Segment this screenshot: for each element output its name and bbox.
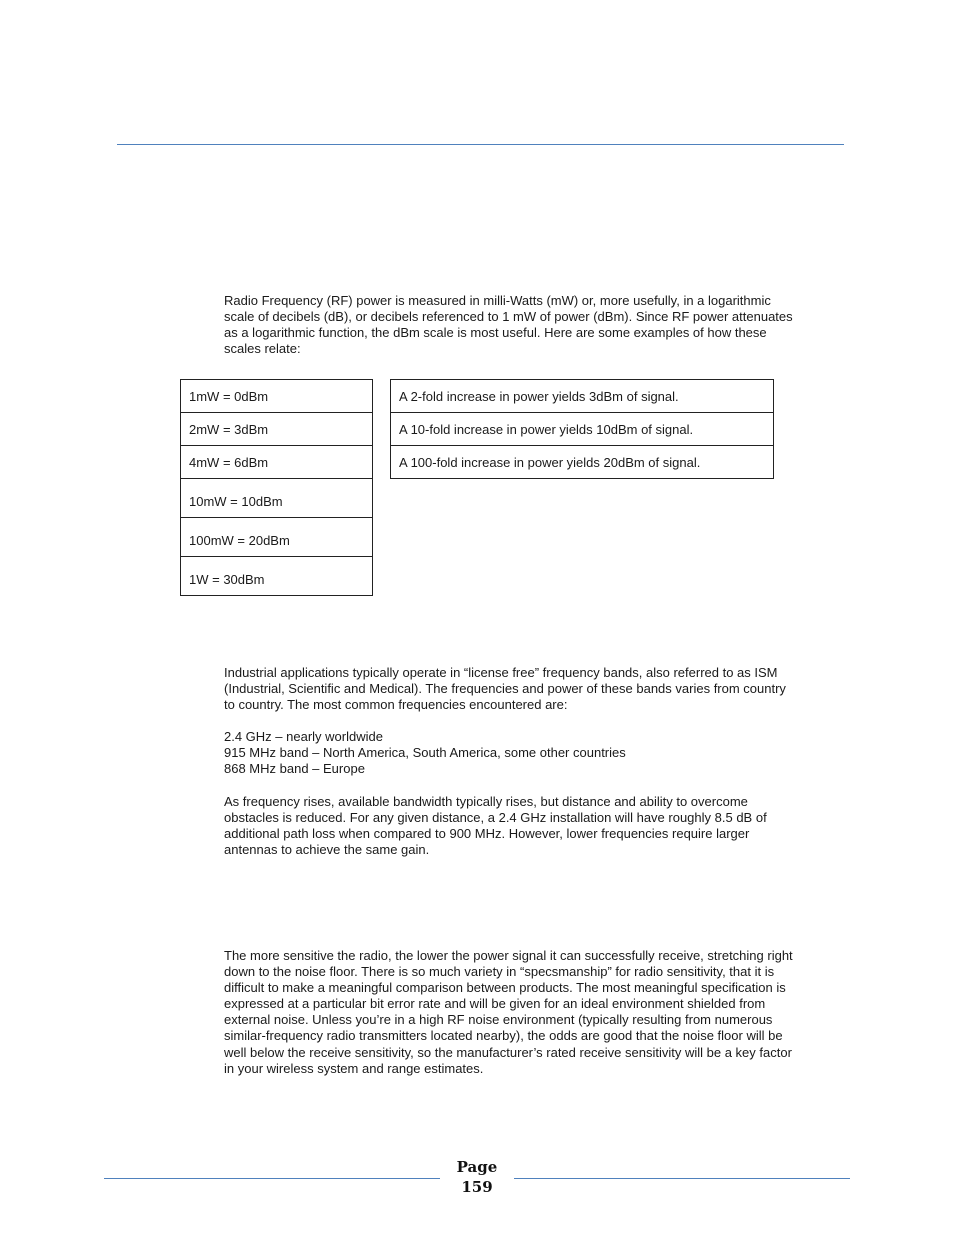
text-line: Industrial applications typically operate in “license free” frequency bands, also referred to as ISM	[224, 665, 778, 680]
table-cell: 1W = 30dBm	[181, 557, 373, 596]
frequency-list	[224, 729, 844, 777]
text-line: expressed at a particular bit error rate and will be given for an ideal environment shielded from	[224, 996, 766, 1012]
text-line: Radio Frequency (RF) power is measured in milli-Watts (mW) or, more usefully, in a logarithmic	[224, 293, 771, 308]
text-line: The more sensitive the radio, the lower the power signal it can successfully receive, stretching right	[224, 948, 793, 963]
text-line: additional path loss when compared to 900 MHz. However, lower frequencies require larger	[224, 826, 750, 842]
list-item: 915 MHz band – North America, South America, some other countries	[224, 745, 626, 761]
text-line: down to the noise floor. There is so much variety in “specsmanship” for radio sensitivity, that it is	[224, 964, 775, 980]
table-row	[391, 446, 774, 479]
page-label: Page	[456, 1158, 498, 1176]
table-cell: 100mW = 20dBm	[181, 518, 373, 557]
text-line: in your wireless system and range estimates.	[224, 1060, 484, 1076]
table-row	[181, 413, 373, 446]
list-item: 868 MHz band – Europe	[224, 761, 365, 777]
power-conversion-table	[180, 379, 373, 596]
table-cell: 10mW = 10dBm	[181, 479, 373, 518]
intro-paragraph	[224, 293, 844, 357]
page-number	[440, 1157, 514, 1197]
table-row	[391, 413, 774, 446]
text-line: As frequency rises, available bandwidth typically rises, but distance and ability to overcome	[224, 794, 748, 809]
footer-rule-right	[514, 1178, 850, 1179]
ism-paragraph	[224, 665, 844, 713]
text-line: external noise. Unless you’re in a high RF noise environment (typically resulting from numerous	[224, 1012, 773, 1028]
table-row	[181, 479, 373, 518]
table-row	[181, 557, 373, 596]
text-line: to country. The most common frequencies encountered are:	[224, 697, 568, 713]
text-line: similar-frequency radio transmitters located nearby), the odds are good that the noise floor will be	[224, 1028, 783, 1044]
table-cell: 2mW = 3dBm	[181, 413, 373, 446]
table-cell: A 2-fold increase in power yields 3dBm of signal.	[391, 380, 774, 413]
table-cell: A 10-fold increase in power yields 10dBm of signal.	[391, 413, 774, 446]
text-line: as a logarithmic function, the dBm scale is most useful. Here are some examples of how these	[224, 325, 767, 341]
table-row	[391, 380, 774, 413]
list-item: 2.4 GHz – nearly worldwide	[224, 729, 383, 744]
text-line: antennas to achieve the same gain.	[224, 842, 430, 858]
footer-rule-left	[104, 1178, 440, 1179]
table-row	[181, 446, 373, 479]
header-rule	[117, 144, 844, 145]
text-line: difficult to make a meaningful comparison between products. The most meaningful specification is	[224, 980, 786, 996]
text-line: obstacles is reduced. For any given distance, a 2.4 GHz installation will have roughly 8.5 dB of	[224, 810, 767, 826]
text-line: (Industrial, Scientific and Medical). The frequencies and power of these bands varies from country	[224, 681, 786, 697]
sensitivity-paragraph	[224, 948, 844, 1077]
table-cell: 4mW = 6dBm	[181, 446, 373, 479]
power-gain-table	[390, 379, 774, 479]
page-number-value: 159	[461, 1178, 493, 1196]
table-row	[181, 518, 373, 557]
text-line: scale of decibels (dB), or decibels referenced to 1 mW of power (dBm). Since RF power attenuates	[224, 309, 793, 325]
text-line: scales relate:	[224, 341, 301, 357]
table-cell: A 100-fold increase in power yields 20dBm of signal.	[391, 446, 774, 479]
table-row	[181, 380, 373, 413]
table-cell: 1mW = 0dBm	[181, 380, 373, 413]
frequency-note-paragraph	[224, 794, 844, 858]
text-line: well below the receive sensitivity, so the manufacturer’s rated receive sensitivity will be a key factor	[224, 1044, 792, 1060]
